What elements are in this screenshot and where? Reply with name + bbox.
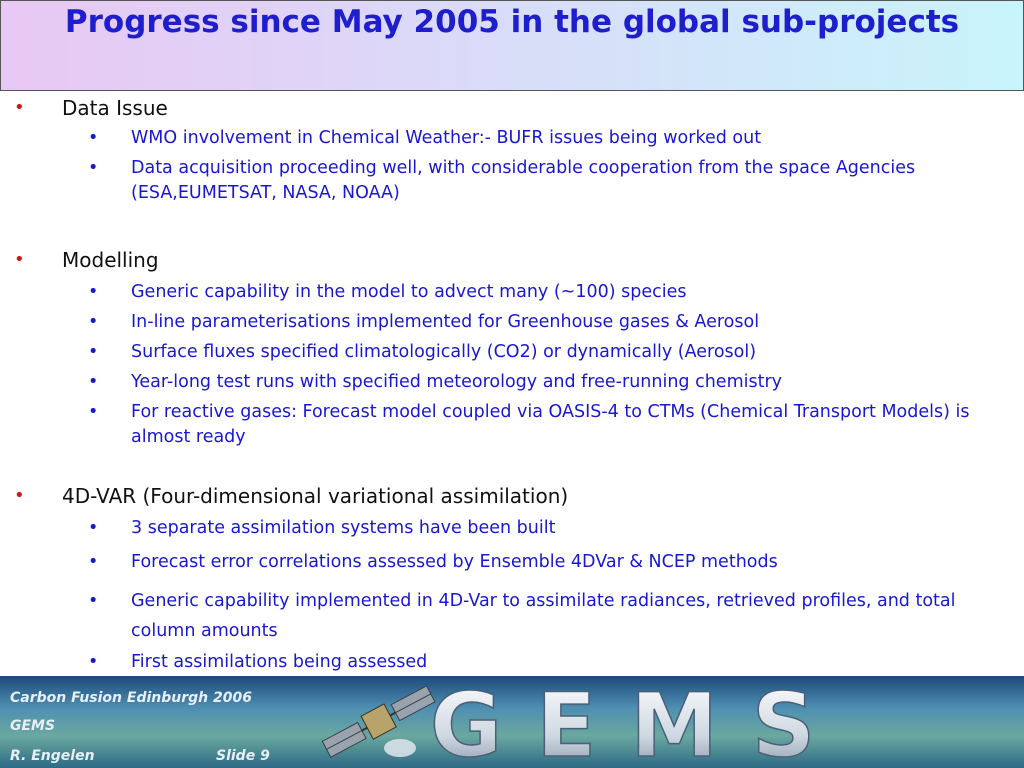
bullet-text: Generic capability implemented in 4D-Var to assimilate radiances, retrieved profiles, and total column amounts [131, 591, 956, 641]
bullet-dot: • [14, 249, 25, 270]
footer-slide-number: Slide 9 [216, 748, 270, 764]
bullet-dot: • [88, 342, 99, 362]
bullet-dot: • [88, 282, 99, 302]
bullet-dot: • [88, 591, 99, 611]
footer-banner [0, 676, 1024, 768]
bullet-dot: • [88, 312, 99, 332]
bullet-text: Data acquisition proceeding well, with considerable cooperation from the space Agencies (ESA,EUMETSAT, NASA, NOAA) [131, 158, 916, 203]
title-bar [0, 0, 1024, 91]
bullet-dot: • [14, 97, 25, 118]
bullet-text: 3 separate assimilation systems have been built [131, 518, 556, 538]
section-heading: Data Issue [62, 96, 168, 120]
bullet-text: For reactive gases: Forecast model coupled via OASIS-4 to CTMs (Chemical Transport Models) is almost ready [131, 402, 970, 447]
bullet-text: Surface fluxes specified climatologically (CO2) or dynamically (Aerosol) [131, 342, 757, 362]
bullet-dot: • [88, 402, 99, 422]
section-heading: Modelling [62, 248, 159, 272]
bullet-text: Forecast error correlations assessed by Ensemble 4DVar & NCEP methods [131, 552, 778, 572]
bullet-dot: • [14, 485, 25, 506]
bullet-text: First assimilations being assessed [131, 652, 428, 672]
section-heading: 4D-VAR (Four-dimensional variational assimilation) [62, 484, 569, 508]
logo-text: GEMS [430, 684, 850, 764]
footer-author: R. Engelen [10, 748, 95, 764]
bullet-dot: • [88, 372, 99, 392]
bullet-text: Year-long test runs with specified meteorology and free-running chemistry [131, 372, 783, 392]
bullet-dot: • [88, 518, 99, 538]
footer-project: GEMS [10, 718, 56, 734]
bullet-dot: • [88, 128, 99, 148]
slide-title: Progress since May 2005 in the global sub-projects [64, 4, 960, 40]
gems-logo [430, 684, 990, 764]
bullet-dot: • [88, 652, 99, 672]
bullet-text: Generic capability in the model to advect many (~100) species [131, 282, 687, 302]
bullet-dot: • [88, 552, 99, 572]
footer-event: Carbon Fusion Edinburgh 2006 [10, 690, 252, 706]
bullet-dot: • [88, 158, 99, 178]
bullet-text: WMO involvement in Chemical Weather:- BUFR issues being worked out [131, 128, 762, 148]
bullet-text: In-line parameterisations implemented for Greenhouse gases & Aerosol [131, 312, 760, 332]
